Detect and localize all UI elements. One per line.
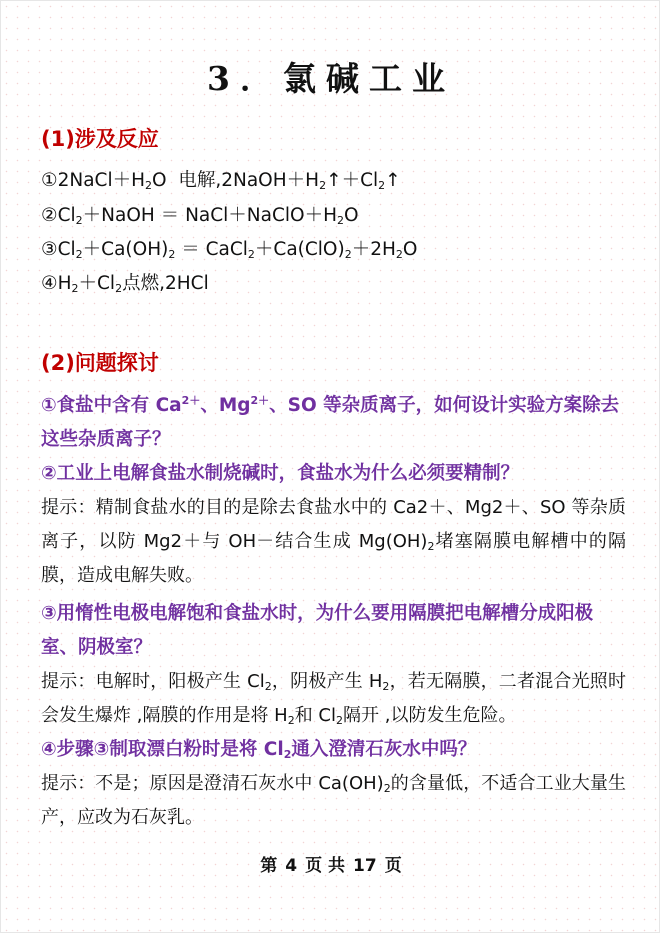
question-3: ③用惰性电极电解饱和食盐水时，为什么要用隔膜把电解槽分成阳极室、阴极室？ (41, 603, 594, 658)
hint-4: 提示：不是；原因是澄清石灰水中 $Ca(OH)_2$的含量低，不适合工业大量生产，应改为石灰乳。 (41, 773, 626, 828)
total-page-count: 17 (353, 856, 377, 876)
condition-ignition: 点燃 (122, 273, 160, 294)
reaction-3: $③Cl_2+Ca(OH)_2$ ＝ $CaCl_2+Ca(ClO)_2+2H_2O$ (41, 239, 418, 261)
condition-electrolysis: 电解 (178, 170, 216, 191)
reaction-2: $②Cl_2+NaOH$ ＝ $NaCl+NaClO+H_2O$ (41, 205, 359, 227)
page-title: 3．氯碱工业 (207, 59, 455, 98)
page-footer: 第 4 页 共 17 页 (260, 856, 402, 876)
question-4: ④步骤③制取漂白粉时是将 $Cl_2$通入澄清石灰水中吗？ (41, 739, 477, 761)
reaction-1: $①2NaCl+H_2O$ 电解$,2NaOH+H_2↑+Cl_2↑$ (41, 170, 401, 192)
hint-2: 提示：精制食盐水的目的是除去食盐水中的 Ca2＋、Mg2＋、SO 等杂质离子，以防 Mg2＋与 OH－结合生成 $Mg(OH)_2$堵塞隔膜电解槽中的隔膜，造成电解失败。 (41, 497, 626, 586)
question-1: ①食盐中含有 $Ca^{2+}$、$Mg^{2+}$、SO 等杂质离子，如何设计实验方案除去这些杂质离子？ (41, 394, 620, 450)
current-page-number: 4 (285, 856, 298, 876)
section-heading-discussion: (2)问题探讨 (41, 351, 159, 375)
question-2: ②工业上电解食盐水制烧碱时，食盐水为什么必须要精制？ (41, 463, 520, 484)
reaction-4: $④H_2+Cl_2$点燃,2HCl (41, 273, 209, 295)
hint-3: 提示：电解时，阳极产生 $Cl_2$，阴极产生 $H_2$，若无隔膜，二者混合光照时会发生爆炸 ,隔膜的作用是将 $H_2$和 $Cl_2$隔开 ,以防发生危险。 (41, 671, 627, 727)
section-heading-reactions: (1)涉及反应 (41, 127, 159, 151)
